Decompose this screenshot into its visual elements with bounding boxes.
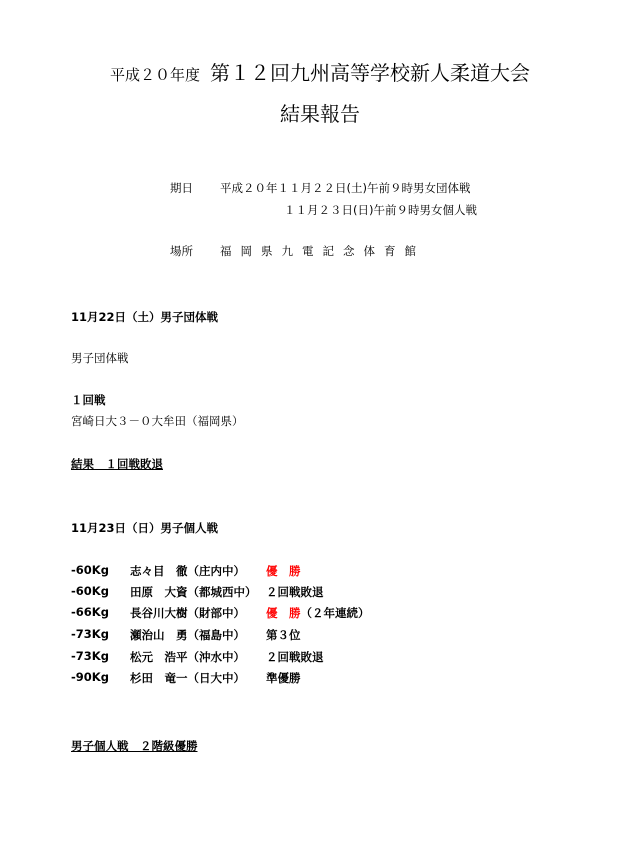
- placement: ２回戦敗退: [266, 585, 324, 599]
- match-result: 宮崎日大３－０大牟田（福岡県）: [71, 414, 244, 428]
- team-result: 結果 １回戦敗退: [71, 457, 163, 471]
- athlete-name: 長谷川大樹（財部中）: [130, 606, 245, 620]
- placement: 優 勝: [266, 564, 301, 578]
- weight-class: -60Kg: [71, 563, 109, 577]
- title-main: 第１２回九州高等学校新人柔道大会: [210, 61, 530, 85]
- team-label: 男子団体戦: [71, 351, 129, 365]
- date-label: 期日: [170, 181, 193, 195]
- date-line-2: １１月２３日(日)午前９時男女個人戦: [284, 203, 477, 217]
- title-prefix: 平成２０年度: [109, 66, 200, 84]
- athlete-name: 瀬治山 勇（福島中）: [130, 628, 245, 642]
- venue-value: 福岡県九電記念体育館: [220, 244, 425, 258]
- date-line-1: 平成２０年１１月２２日(土)午前９時男女団体戦: [220, 181, 471, 195]
- athlete-name: 田原 大資（都城西中）: [130, 585, 257, 599]
- placement: 優 勝: [266, 606, 301, 620]
- weight-class: -73Kg: [71, 627, 109, 641]
- individual-heading: 11月23日（日）男子個人戦: [71, 521, 219, 535]
- athlete-name: 松元 浩平（沖水中）: [130, 650, 245, 664]
- placement: 準優勝: [266, 671, 301, 685]
- athlete-name: 志々目 徹（庄内中）: [130, 564, 245, 578]
- round-label: １回戦: [71, 393, 106, 407]
- athlete-name: 杉田 竜一（日大中）: [130, 671, 245, 685]
- placement-note: （２年連続）: [300, 606, 370, 620]
- subtitle: 結果報告: [280, 102, 360, 126]
- weight-class: -60Kg: [71, 584, 109, 598]
- venue-label: 場所: [170, 244, 193, 258]
- placement: ２回戦敗退: [266, 650, 324, 664]
- placement-group: [266, 605, 370, 621]
- team-heading: 11月22日（土）男子団体戦: [71, 310, 219, 324]
- title-line: [0, 57, 640, 86]
- weight-class: -73Kg: [71, 649, 109, 663]
- placement: 第３位: [266, 628, 301, 642]
- weight-class: -90Kg: [71, 670, 109, 684]
- individual-summary: 男子個人戦 ２階級優勝: [71, 739, 198, 753]
- weight-class: -66Kg: [71, 605, 109, 619]
